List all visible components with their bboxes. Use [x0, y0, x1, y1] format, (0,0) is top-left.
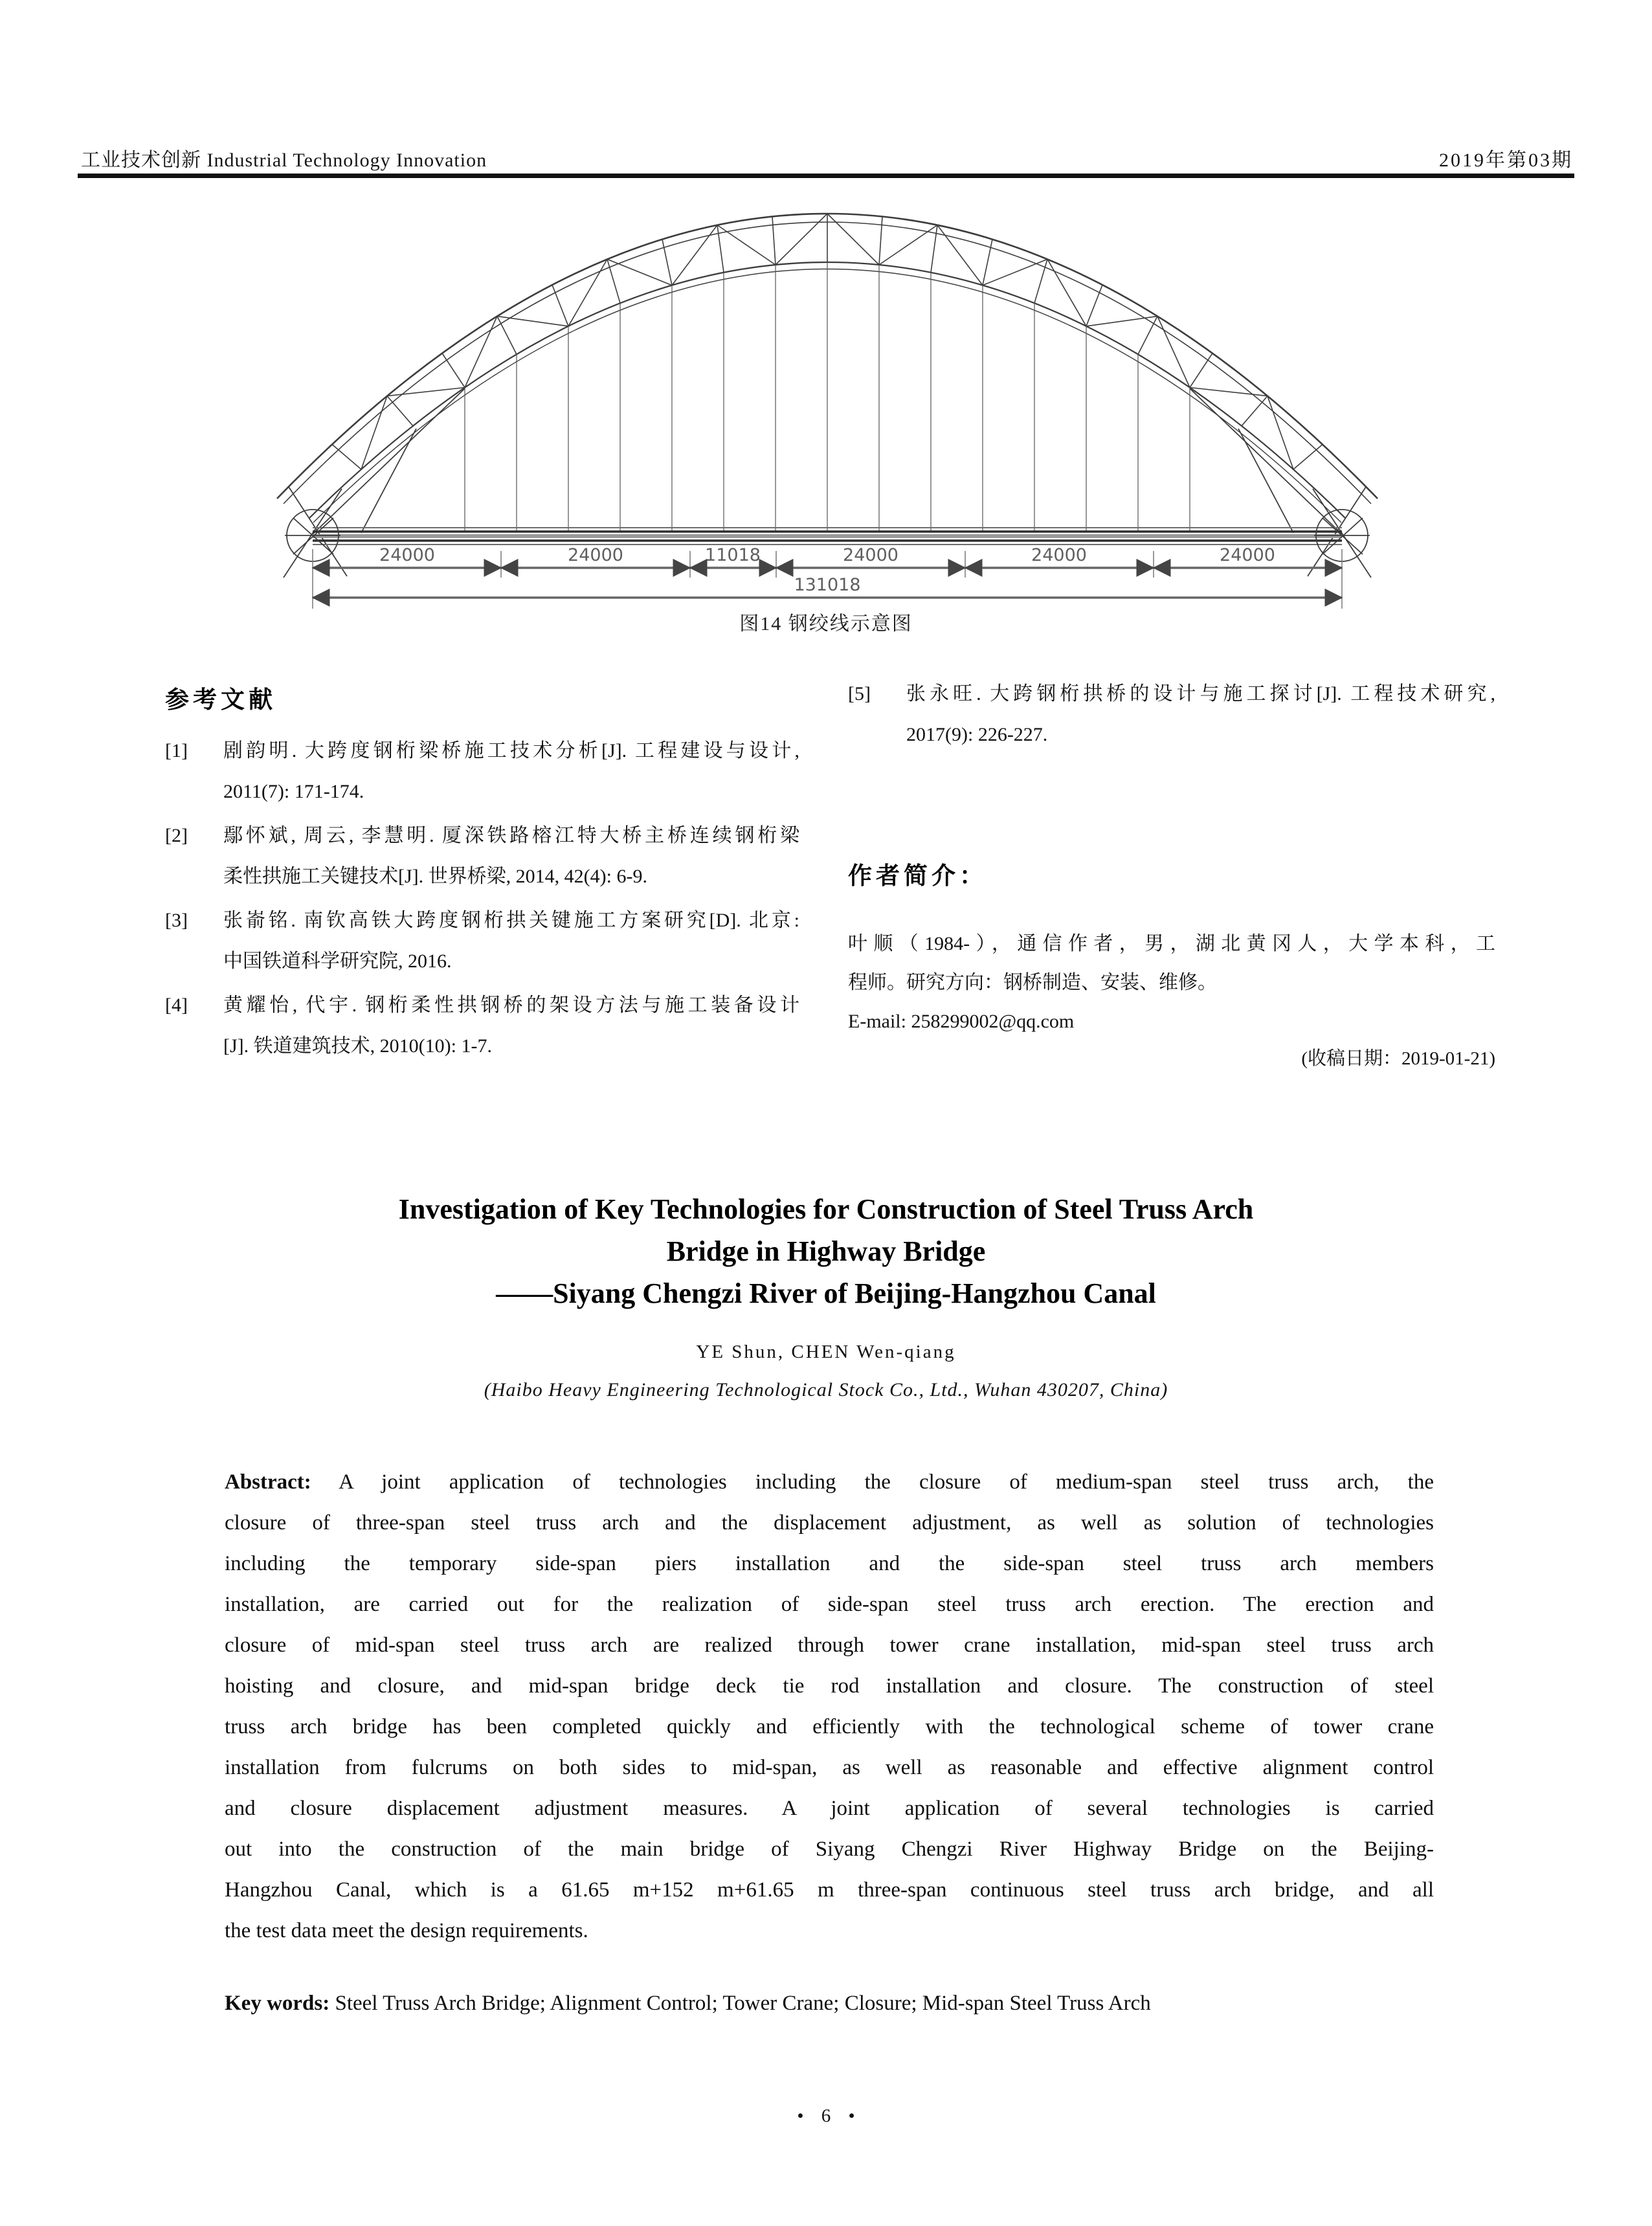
reference-text: 鄢怀斌, 周云, 李慧明. 厦深铁路榕江特大桥主桥连续钢桁梁 [223, 825, 799, 846]
author-bio-heading: 作者简介： [848, 862, 987, 889]
abstract-line: out into the construction of the main bridge of Siyang Chengzi River Highway Bridge on the Beijing- [225, 1838, 1434, 1861]
author-email: E-mail: 258299002@qq.com [848, 1011, 1075, 1032]
author-bio [848, 925, 1495, 1002]
dim-label: 11018 [705, 545, 761, 565]
author-bio-line: 程师。研究方向：钢桥制造、安装、维修。 [848, 972, 1217, 993]
reference-text: [J]. 铁道建筑技术, 2010(10): 1-7. [223, 1035, 492, 1057]
article-title-line: Bridge in Highway Bridge [666, 1235, 986, 1267]
dim-label: 24000 [843, 545, 899, 565]
abstract-line: including the temporary side-span piers installation and the side-span steel truss arch members [225, 1552, 1434, 1575]
keywords-text: Steel Truss Arch Bridge; Alignment Control; Tower Crane; Closure; Mid-span Steel Truss Arch [335, 1992, 1151, 2015]
abstract-line: installation, are carried out for the realization of side-span steel truss arch erection. The erection and [225, 1593, 1434, 1616]
received-date: (收稿日期：2019-01-21) [1301, 1048, 1495, 1069]
dim-label: 24000 [568, 545, 623, 565]
journal-name: 工业技术创新 Industrial Technology Innovation [81, 150, 487, 171]
reference-text: 黄耀怡, 代宇. 钢桁柔性拱钢桥的架设方法与施工装备设计 [223, 995, 799, 1016]
reference-label: [2] [165, 825, 188, 846]
reference-item [165, 985, 799, 1066]
dim-label: 24000 [379, 545, 435, 565]
references-list-right [848, 673, 1495, 758]
references-list [165, 730, 799, 1070]
reference-text: 2017(9): 226-227. [906, 724, 1048, 745]
abstract-line: closure of mid-span steel truss arch are realized through tower crane installation, mid-span steel truss arch [225, 1634, 1434, 1657]
article-abstract [225, 1462, 1434, 1951]
references-heading: 参考文献 [165, 686, 276, 713]
truss-arch-drawing [251, 194, 1403, 628]
bridge-truss-figure [251, 194, 1403, 628]
dim-total-label: 131018 [794, 575, 861, 595]
reference-text: 张嵛铭. 南钦高铁大跨度钢桁拱关键施工方案研究[D]. 北京: [223, 910, 799, 931]
article-title-line: Investigation of Key Technologies for Construction of Steel Truss Arch [398, 1193, 1254, 1225]
reference-text: 剧韵明. 大跨度钢桁梁桥施工技术分析[J]. 工程建设与设计, [223, 740, 799, 761]
abstract-line: Hangzhou Canal, which is a 61.65 m+152 m+61.65 m three-span continuous steel truss arch bridge, and all [225, 1878, 1434, 1902]
abstract-line: truss arch bridge has been completed quickly and efficiently with the technological scheme of tower crane [225, 1715, 1434, 1738]
abstract-line: and closure displacement adjustment measures. A joint application of several technologies is carried [225, 1797, 1434, 1820]
abstract-text: A joint application of technologies including the closure of medium-span steel truss arch, the [339, 1470, 1434, 1494]
dim-label: 24000 [1220, 545, 1275, 565]
article-title-line: ——Siyang Chengzi River of Beijing-Hangzhou Canal [496, 1277, 1156, 1309]
reference-label: [3] [165, 910, 188, 931]
keywords-label: Key words: [225, 1992, 330, 2015]
truss-web-members [332, 214, 1323, 532]
abstract-line: closure of three-span steel truss arch and the displacement adjustment, as well as solution of technologies [225, 1511, 1434, 1535]
figure-caption: 图14 钢绞线示意图 [739, 613, 913, 635]
reference-text: 柔性拱施工关键技术[J]. 世界桥梁, 2014, 42(4): 6-9. [223, 866, 647, 887]
article-keywords [225, 1992, 1434, 2016]
reference-label: [4] [165, 995, 188, 1016]
article-title [129, 1188, 1523, 1314]
header-rule [78, 174, 1574, 178]
issue-label: 2019年第03期 [1439, 150, 1573, 171]
reference-label: [1] [165, 740, 188, 761]
dimension-labels [379, 545, 1275, 595]
abstract-line [225, 1462, 1434, 1503]
reference-text: 张永旺. 大跨钢桁拱桥的设计与施工探讨[J]. 工程技术研究, [906, 683, 1495, 704]
author-bio-line: 叶顺（1984-），通信作者，男，湖北黄冈人，大学本科，工 [848, 933, 1495, 954]
reference-label: [5] [848, 683, 871, 704]
page-number: • 6 • [797, 2106, 855, 2126]
abstract-line: hoisting and closure, and mid-span bridge deck tie rod installation and closure. The construction of steel [225, 1674, 1434, 1698]
reference-text: 中国铁道科学研究院, 2016. [223, 950, 452, 972]
abstract-line: the test data meet the design requirements. [225, 1919, 588, 1942]
reference-item [848, 673, 1495, 755]
dim-label: 24000 [1031, 545, 1087, 565]
reference-item [165, 730, 799, 812]
article-authors: YE Shun, CHEN Wen-qiang [696, 1342, 956, 1362]
reference-item [165, 900, 799, 982]
abstract-line: installation from fulcrums on both sides to mid-span, as well as reasonable and effective alignment control [225, 1756, 1434, 1779]
reference-item [165, 815, 799, 897]
reference-text: 2011(7): 171-174. [223, 781, 364, 802]
article-affiliation: (Haibo Heavy Engineering Technological Stock Co., Ltd., Wuhan 430207, China) [484, 1379, 1168, 1400]
abstract-label: Abstract: [225, 1470, 311, 1494]
